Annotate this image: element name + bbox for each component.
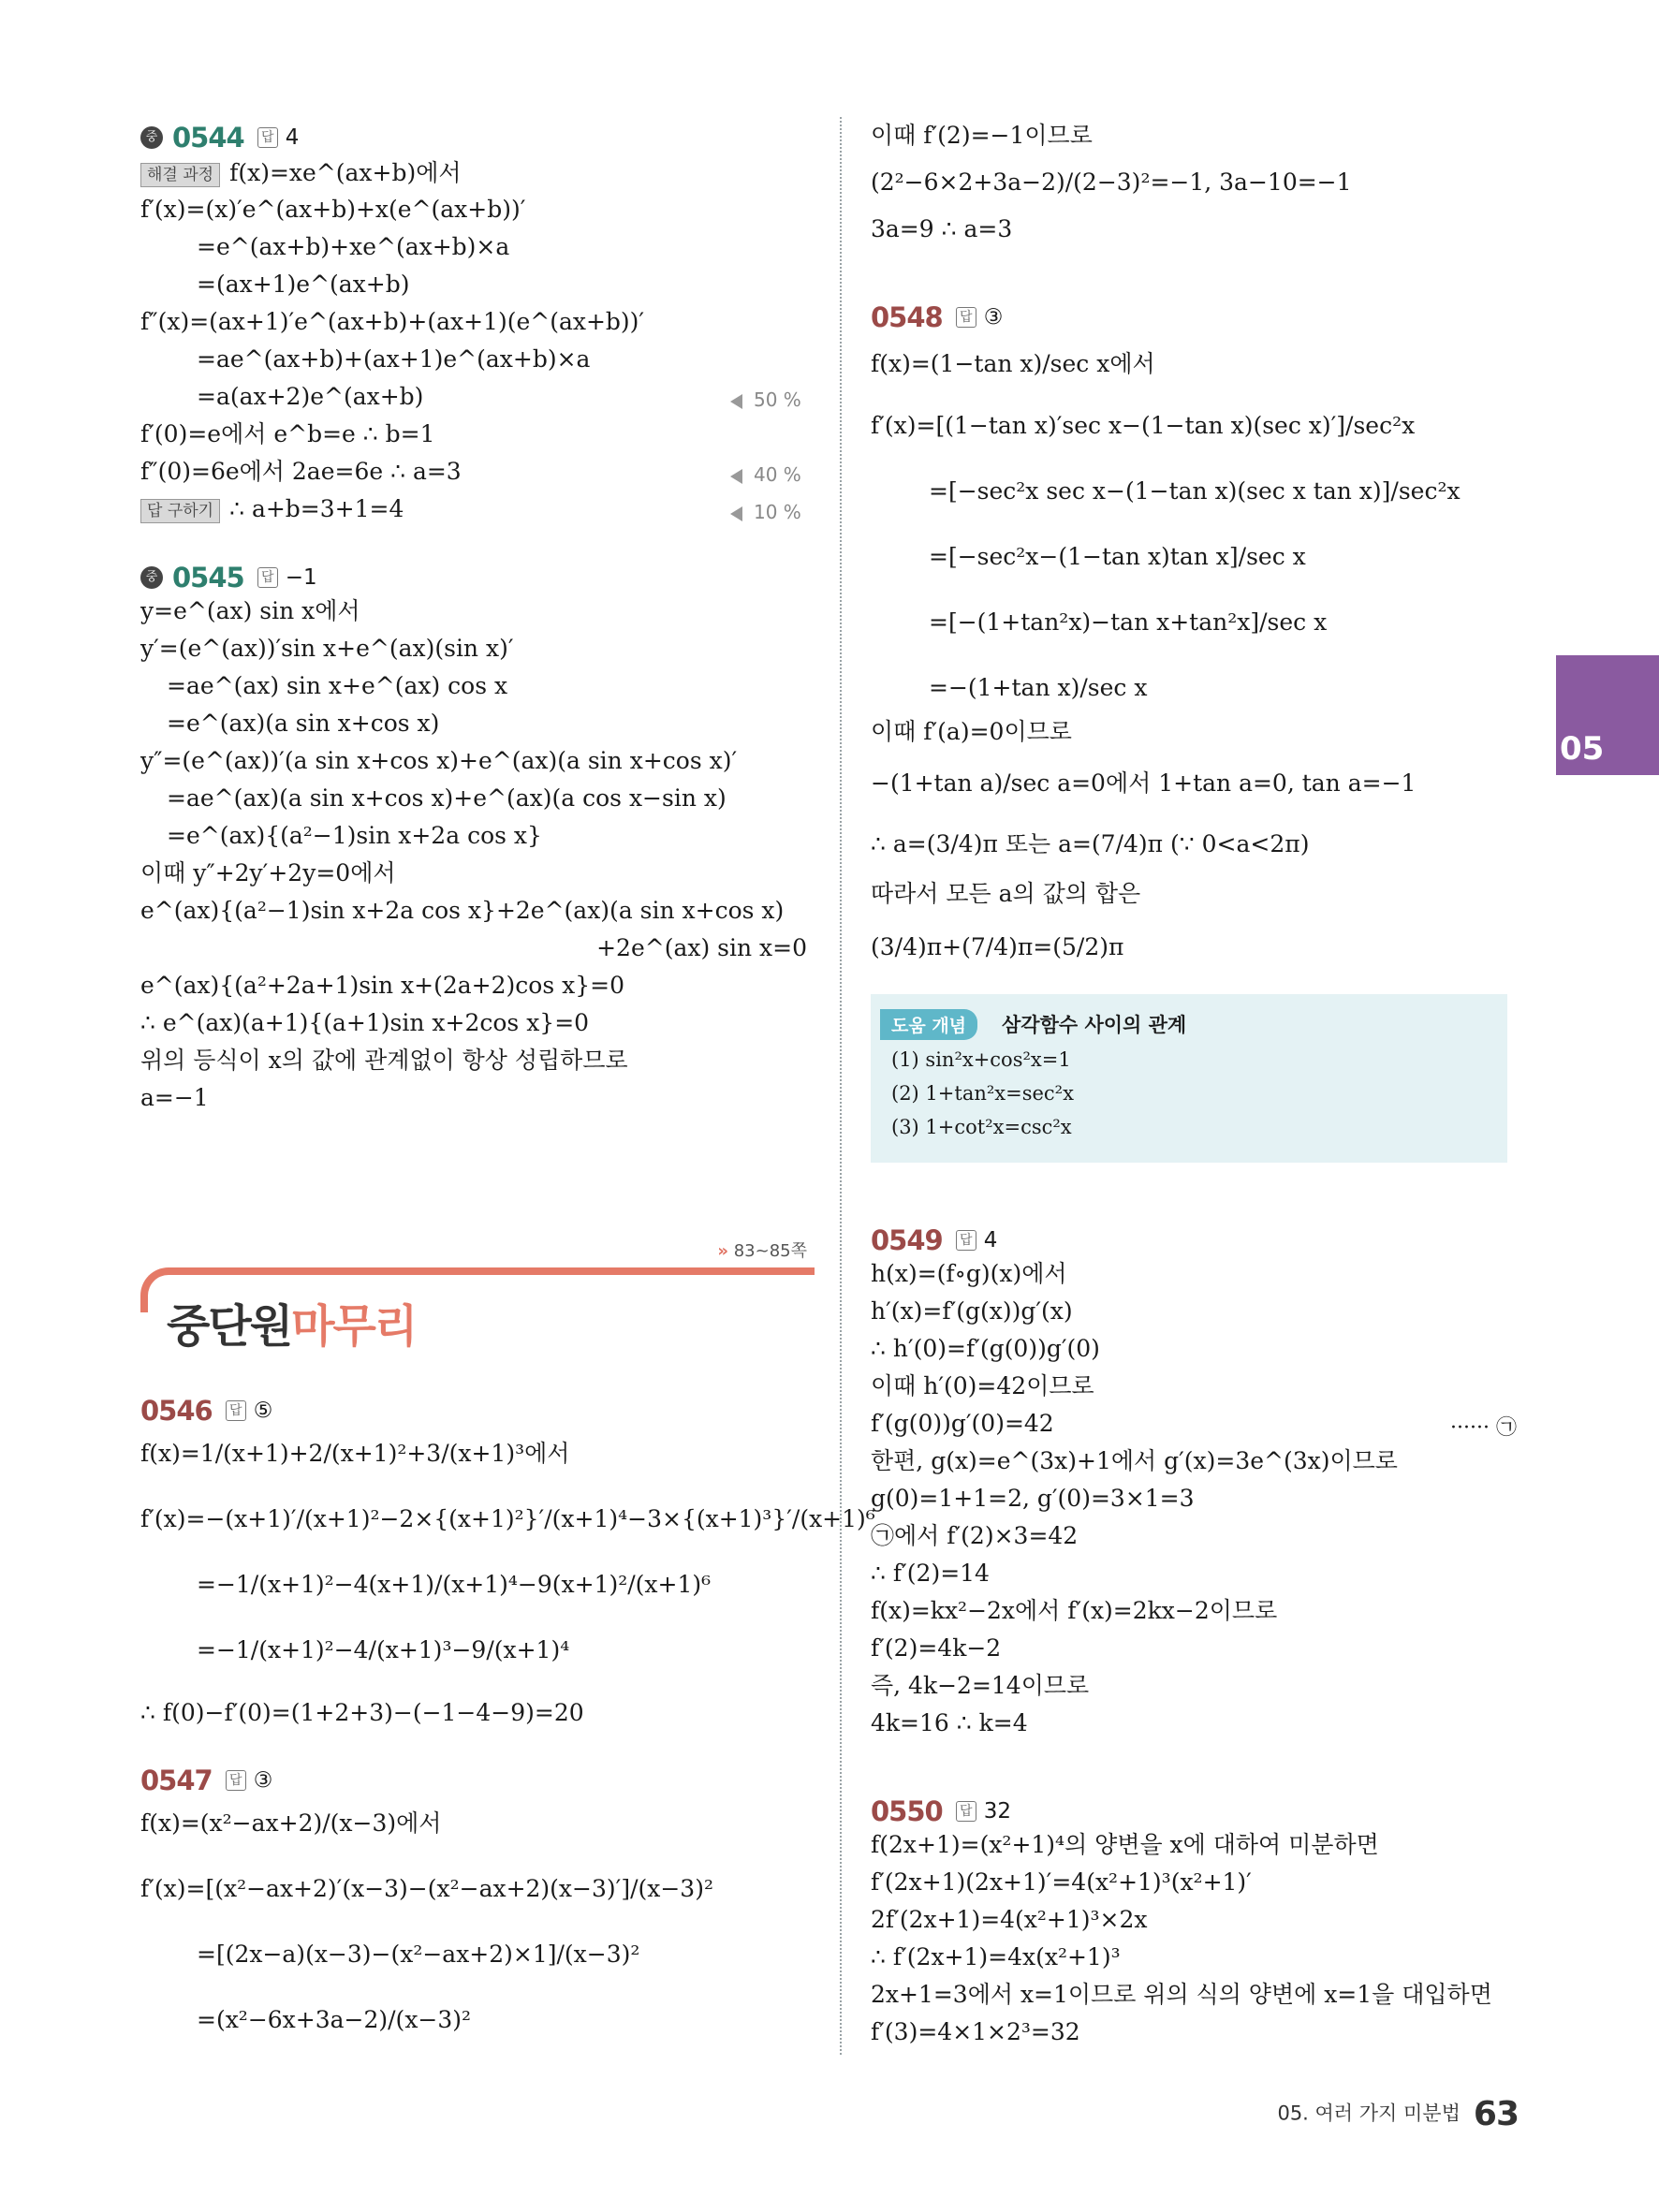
chapter-tab-label: 05 [1560, 730, 1605, 768]
concept-item: (1) sin²x+cos²x=1 [891, 1048, 1071, 1071]
answer-icon: 답 [257, 127, 278, 148]
solution-line: f(x)=1/(x+1)+2/(x+1)²+3/(x+1)³에서 [140, 1440, 570, 1467]
solution-line: 이때 f′(a)=0이므로 [871, 718, 1072, 745]
solution-line: 이때 y″+2y′+2y=0에서 [140, 859, 396, 886]
solution-line: ∴ f(0)−f′(0)=(1+2+3)−(−1−4−9)=20 [140, 1699, 584, 1726]
problem-number: 0546 [140, 1395, 213, 1427]
concept-item: (2) 1+tan²x=sec²x [891, 1082, 1074, 1105]
problem-number: 0550 [871, 1795, 943, 1827]
solution-line: h(x)=(f∘g)(x)에서 [871, 1260, 1067, 1287]
solution-line: f″(x)=(ax+1)′e^(ax+b)+(ax+1)(e^(ax+b))′ [140, 308, 645, 335]
problem-0545 [140, 562, 807, 1123]
page-reference: » 83~85쪽 [717, 1241, 807, 1261]
answer-icon: 답 [956, 1801, 976, 1822]
solution-line: =ae^(ax) sin x+e^(ax) cos x [167, 672, 508, 699]
solution-line: f′(x)=[(1−tan x)′sec x−(1−tan x)(sec x)′]/sec²x [871, 412, 1416, 439]
answer-value: ⑤ [253, 1399, 273, 1423]
solution-line: 2f′(2x+1)=4(x²+1)³×2x [871, 1906, 1148, 1933]
solution-line: f(x)=kx²−2x에서 f′(x)=2kx−2이므로 [871, 1597, 1278, 1624]
solution-line: g(0)=1+1=2, g′(0)=3×1=3 [871, 1485, 1195, 1512]
solution-line: =e^(ax)(a sin x+cos x) [167, 710, 440, 737]
solution-line: =−1/(x+1)²−4/(x+1)³−9/(x+1)⁴ [197, 1636, 570, 1663]
solution-line: f′(3)=4×1×2³=32 [871, 2018, 1080, 2045]
solution-line: ∴ h′(0)=f′(g(0))g′(0) [871, 1335, 1100, 1362]
solution-line: =−(1+tan x)/sec x [929, 674, 1148, 701]
problem-number: 0545 [172, 562, 244, 593]
solution-line: f′(x)=(x)′e^(ax+b)+x(e^(ax+b))′ [140, 196, 526, 223]
solution-line: =(x²−6x+3a−2)/(x−3)² [197, 2006, 472, 2033]
page-footer [1277, 2095, 1519, 2133]
solution-line: =ae^(ax+b)+(ax+1)e^(ax+b)×a [197, 345, 591, 373]
solution-line: f″(0)=6e에서 2ae=6e ∴ a=3 [140, 458, 462, 485]
answer-tag: 답 구하기 [140, 499, 220, 523]
solution-line: =e^(ax){(a²−1)sin x+2a cos x} [167, 822, 542, 849]
solution-line: =e^(ax+b)+xe^(ax+b)×a [197, 233, 510, 260]
solution-line: 한편, g(x)=e^(3x)+1에서 g′(x)=3e^(3x)이므로 [871, 1447, 1398, 1474]
equation-mark: ······ ㉠ [1450, 1416, 1517, 1440]
solution-line: ∴ a=(3/4)π 또는 a=(7/4)π (∵ 0<a<2π) [871, 830, 1310, 857]
concept-title: 삼각함수 사이의 관계 [1002, 1014, 1187, 1036]
solution-line: a=−1 [140, 1084, 209, 1111]
problem-0544 [140, 122, 807, 534]
solution-line: f′(0)=e에서 e^b=e ∴ b=1 [140, 420, 435, 447]
problem-number: 0547 [140, 1765, 213, 1796]
solution-line: 따라서 모든 a의 값의 합은 [871, 880, 1141, 907]
answer-value: ③ [253, 1768, 273, 1793]
solution-line: y″=(e^(ax))′(a sin x+cos x)+e^(ax)(a sin x+cos x)′ [140, 747, 738, 774]
solution-line: (2²−6×2+3a−2)/(2−3)²=−1, 3a−10=−1 [871, 168, 1352, 196]
problem-0546 [140, 1395, 875, 1741]
solution-line: 4k=16 ∴ k=4 [871, 1709, 1028, 1736]
answer-value: −1 [285, 565, 317, 590]
problem-0549 [871, 1224, 1517, 1749]
score-percent: 50 % [730, 388, 801, 411]
answer-value: 4 [285, 125, 300, 150]
problem-0548 [871, 301, 1517, 985]
problem-number: 0548 [871, 301, 943, 333]
solution-line: =a(ax+2)e^(ax+b) [197, 383, 424, 410]
solution-line: ∴ e^(ax)(a+1){(a+1)sin x+2cos x}=0 [140, 1009, 590, 1036]
chapter-title: 05. 여러 가지 미분법 [1277, 2102, 1461, 2125]
answer-value: 4 [983, 1228, 998, 1252]
solution-line: f(x)=xe^(ax+b)에서 [229, 159, 462, 186]
score-percent: 10 % [730, 501, 801, 523]
score-percent: 40 % [730, 463, 801, 486]
solution-line: =[−sec²x−(1−tan x)tan x]/sec x [929, 543, 1306, 570]
solution-line: y′=(e^(ax))′sin x+e^(ax)(sin x)′ [140, 635, 514, 662]
triangle-icon [730, 394, 742, 409]
solution-line: 이때 h′(0)=42이므로 [871, 1372, 1094, 1399]
solution-line: ∴ f′(2x+1)=4x(x²+1)³ [871, 1943, 1121, 1970]
solution-line: e^(ax){(a²−1)sin x+2a cos x}+2e^(ax)(a sin x+cos x) [140, 897, 785, 924]
problem-number: 0544 [172, 122, 244, 154]
solution-line: −(1+tan a)/sec a=0에서 1+tan a=0, tan a=−1 [871, 769, 1417, 797]
column-divider [840, 117, 842, 2055]
concept-item: (3) 1+cot²x=csc²x [891, 1116, 1072, 1138]
process-tag: 해결 과정 [140, 163, 220, 187]
solution-line: f(x)=(x²−ax+2)/(x−3)에서 [140, 1809, 442, 1837]
problem-0547 [140, 1765, 807, 2055]
concept-box [871, 994, 1507, 1163]
solution-line: e^(ax){(a²+2a+1)sin x+(2a+2)cos x}=0 [140, 972, 624, 999]
solution-line: 위의 등식이 x의 값에 관계없이 항상 성립하므로 [140, 1047, 628, 1074]
solution-line: +2e^(ax) sin x=0 [596, 934, 807, 961]
problem-0547-continued [871, 122, 1517, 243]
jung-badge: 중 [140, 566, 163, 589]
answer-value: 32 [983, 1799, 1011, 1824]
solution-line: =−1/(x+1)²−4(x+1)/(x+1)⁴−9(x+1)²/(x+1)⁶ [197, 1571, 712, 1598]
page-number: 63 [1473, 2095, 1519, 2133]
solution-line: f′(x)=−(x+1)′/(x+1)²−2×{(x+1)²}′/(x+1)⁴−3×{(x+1)³}′/(x+1)⁶ [140, 1505, 875, 1532]
answer-icon: 답 [956, 307, 976, 328]
solution-line: =[(2x−a)(x−3)−(x²−ax+2)×1]/(x−3)² [197, 1941, 640, 1968]
solution-line: 3a=9 ∴ a=3 [871, 215, 1013, 242]
solution-line: =[−(1+tan²x)−tan x+tan²x]/sec x [929, 608, 1328, 636]
chapter-side-tab [1556, 655, 1659, 775]
solution-line: 이때 f′(2)=−1이므로 [871, 122, 1093, 149]
problem-number: 0549 [871, 1224, 943, 1256]
answer-value: ③ [983, 305, 1004, 330]
solution-line: =(ax+1)e^(ax+b) [197, 271, 410, 298]
solution-line: f(x)=(1−tan x)/sec x에서 [871, 350, 1155, 377]
solution-line: f′(2)=4k−2 [871, 1634, 1002, 1662]
answer-icon: 답 [226, 1400, 246, 1421]
solution-line: f′(x)=[(x²−ax+2)′(x−3)−(x²−ax+2)(x−3)′]/(x−3)² [140, 1875, 713, 1902]
solution-line: ∴ f′(2)=14 [871, 1560, 990, 1587]
solution-line: ∴ a+b=3+1=4 [229, 495, 404, 522]
solution-line: f(2x+1)=(x²+1)⁴의 양변을 x에 대하여 미분하면 [871, 1831, 1379, 1858]
answer-icon: 답 [226, 1770, 246, 1791]
solution-line: 2x+1=3에서 x=1이므로 위의 식의 양변에 x=1을 대입하면 [871, 1981, 1492, 2008]
problem-0550 [871, 1795, 1517, 2058]
solution-line: f′(2x+1)(2x+1)′=4(x²+1)³(x²+1)′ [871, 1868, 1252, 1896]
solution-line: h′(x)=f′(g(x))g′(x) [871, 1297, 1073, 1325]
solution-line: y=e^(ax) sin x에서 [140, 597, 360, 624]
concept-label: 도움 개념 [880, 1009, 977, 1040]
solution-line: f′(g(0))g′(0)=42 [871, 1410, 1054, 1437]
answer-icon: 답 [956, 1230, 976, 1251]
solution-line: =[−sec²x sec x−(1−tan x)(sec x tan x)]/sec²x [929, 477, 1461, 505]
solution-line: 즉, 4k−2=14이므로 [871, 1672, 1090, 1699]
solution-line: (3/4)π+(7/4)π=(5/2)π [871, 933, 1124, 960]
section-title: 중단원마무리 [167, 1300, 417, 1353]
answer-icon: 답 [257, 567, 278, 588]
triangle-icon [730, 469, 742, 484]
jung-badge: 중 [140, 126, 163, 149]
solution-line: =ae^(ax)(a sin x+cos x)+e^(ax)(a cos x−sin x) [167, 784, 727, 812]
solution-line: ㉠에서 f′(2)×3=42 [871, 1522, 1079, 1549]
triangle-icon [730, 506, 742, 521]
